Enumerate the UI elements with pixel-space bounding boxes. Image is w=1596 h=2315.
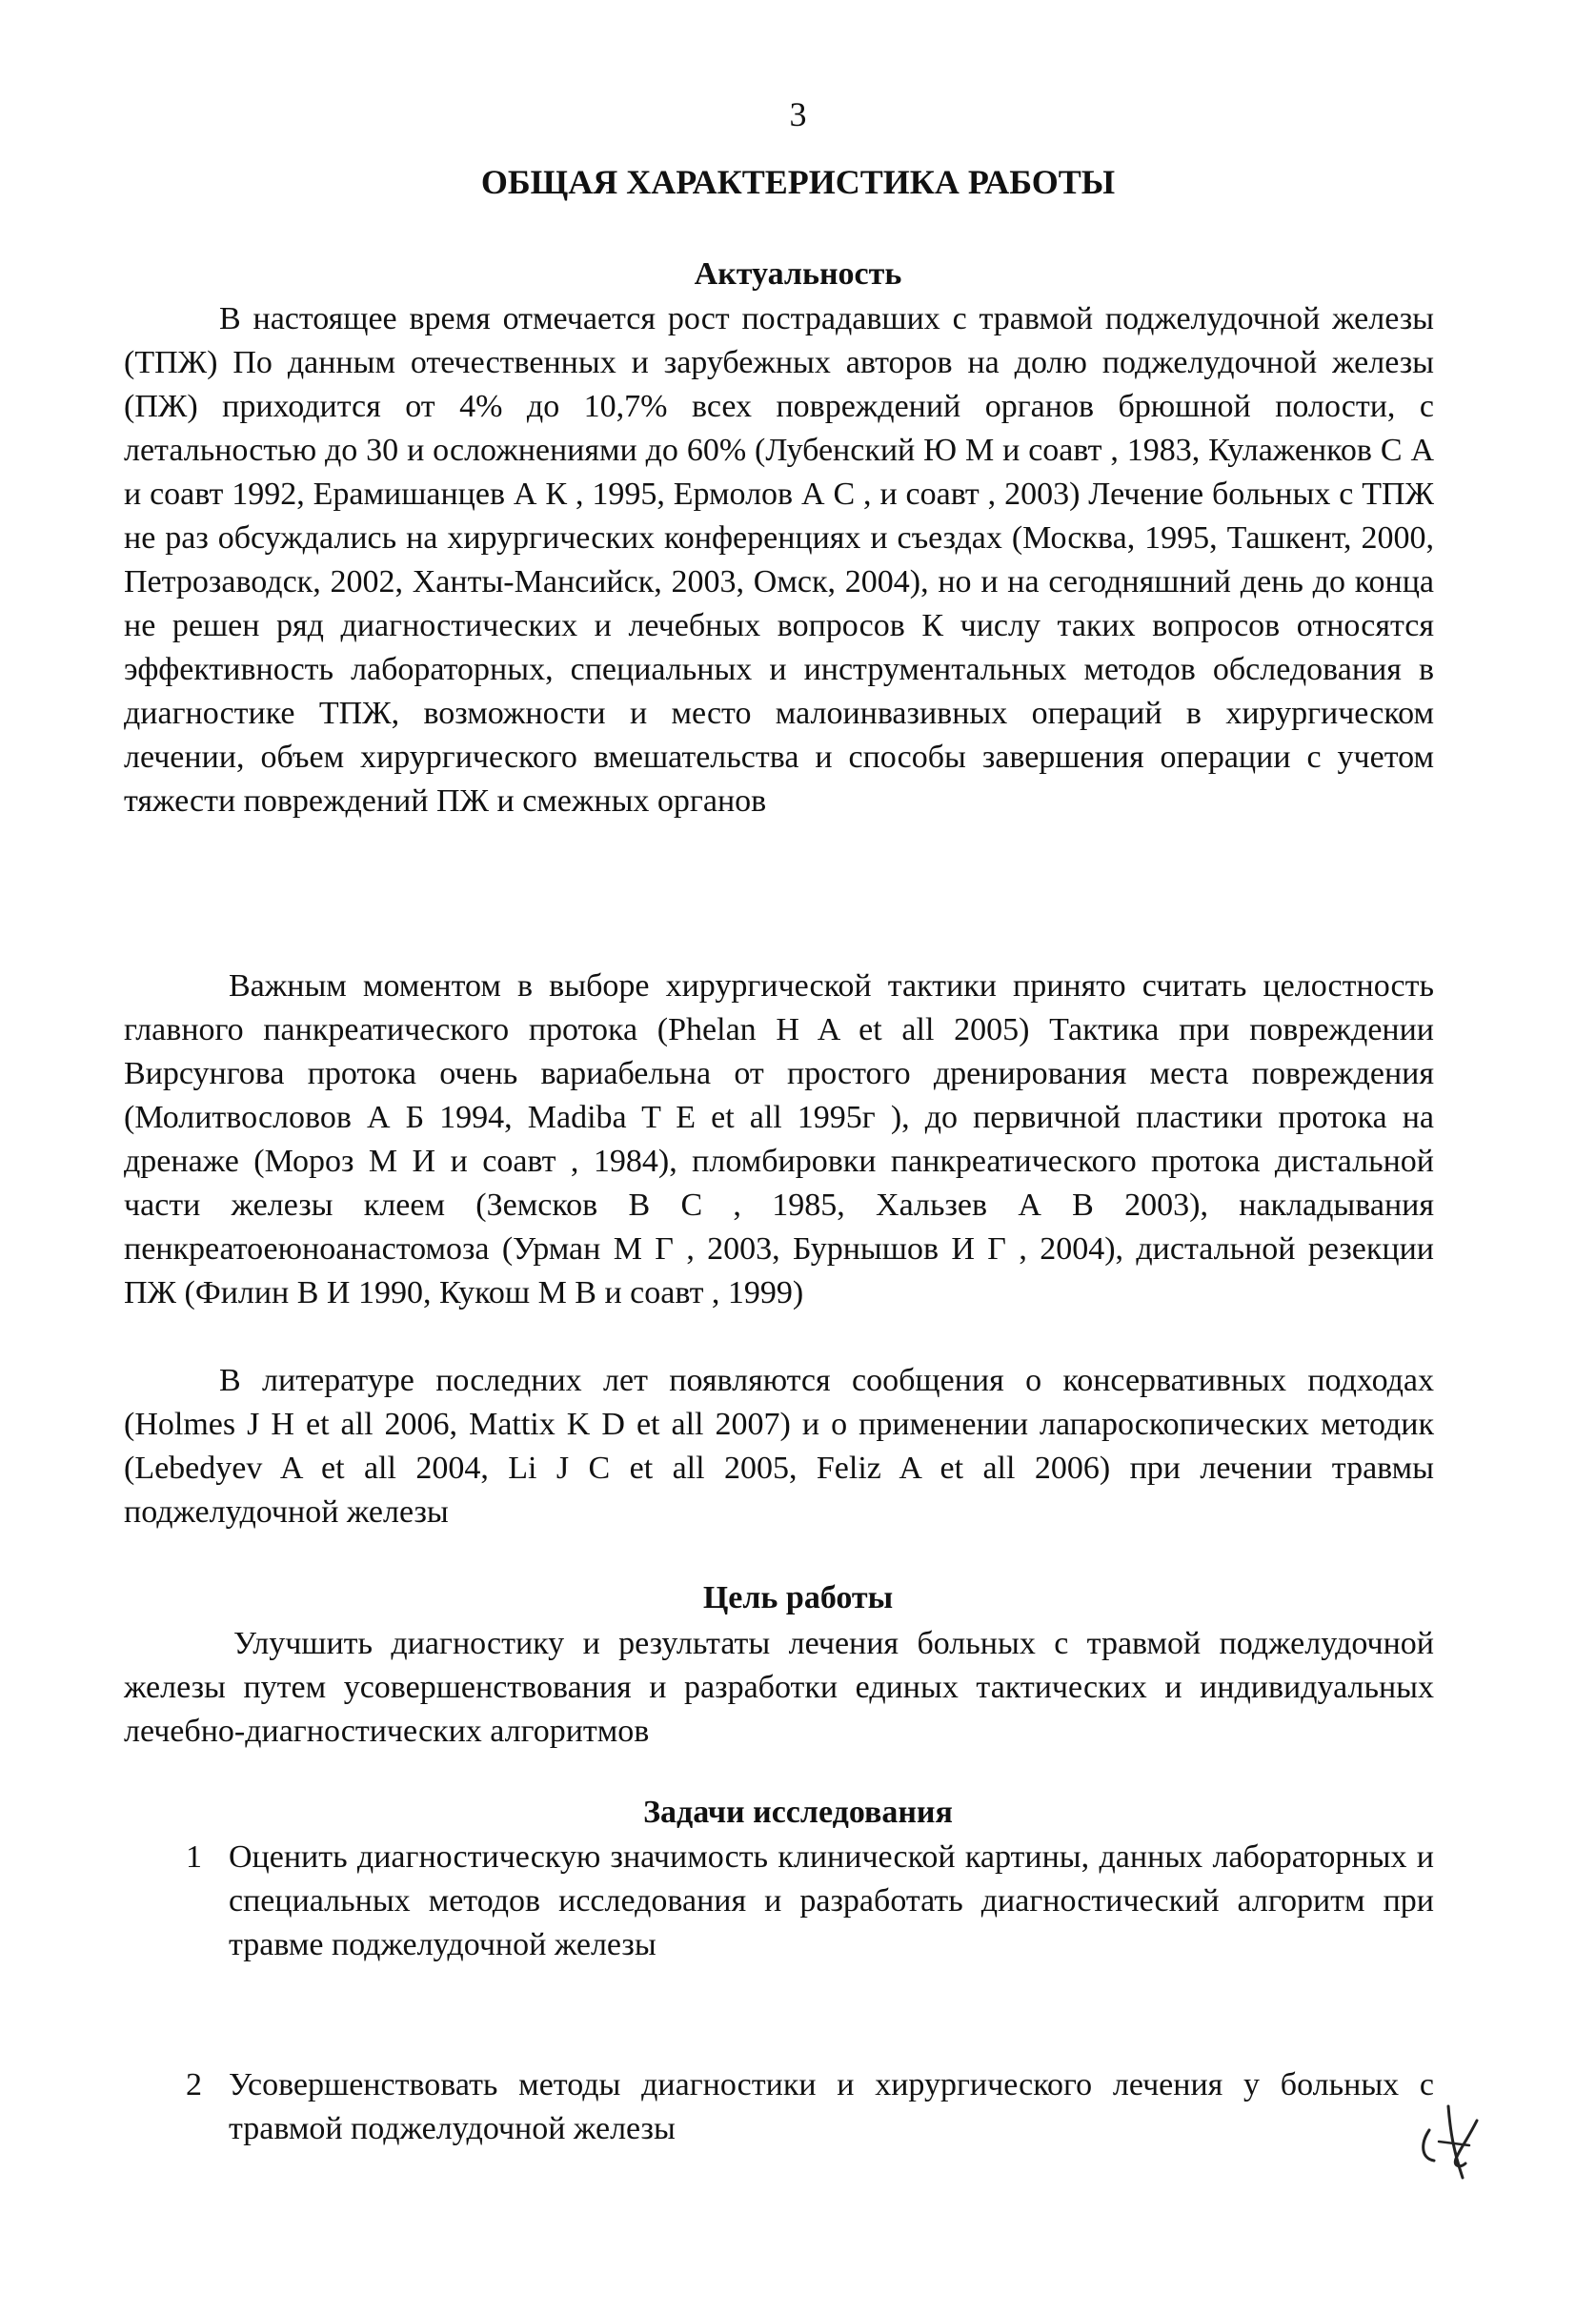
list-item-number: 2 (186, 2067, 202, 2102)
list-item-text: Усовершенствовать методы диагностики и хирургического лечения у больных с травмой поджелудочной железы (229, 2067, 1434, 2146)
list-item (186, 1836, 1434, 1967)
goal-paragraph: Улучшить диагностику и результаты лечения больных с травмой поджелудочной железы путем усовершенствования и разработки единых тактических и индивидуальных лечебно-диагностических алгоритмов (124, 1626, 1434, 1749)
page-number: 3 (789, 95, 807, 133)
page-title: ОБЩАЯ ХАРАКТЕРИСТИКА РАБОТЫ (480, 163, 1116, 201)
list-item (186, 2063, 1434, 2151)
list-item-text: Оценить диагностическую значимость клинической картины, данных лабораторных и специальных методов исследования и разработать диагностический алгоритм при травме поджелудочной железы (229, 1839, 1434, 1962)
relevance-paragraph-1: В настоящее время отмечается рост пострадавших с травмой поджелудочной железы (ТПЖ) По данным отечественных и зарубежных авторов на долю поджелудочной железы (ПЖ) приходится от 4% до 10,7% всех повреждений органов брюшной полости, с летальностью до 30 и осложнениями до 60% (Лубенский Ю М и соавт , 1983, Кулаженков С А и соавт 1992, Ерамишанцев А К , 1995, Ермолов А С , и соавт , 2003) Лечение больных с ТПЖ не раз обсуждались на хирургических конференциях и съездах (Москва, 1995, Ташкент, 2000, Петрозаводск, 2002, Ханты-Мансийск, 2003, Омск, 2004), но и на сегодняшний день до конца не решен ряд диагностических и лечебных вопросов К числу таких вопросов относятся эффективность лабораторных, специальных и инструментальных методов обследования в диагностике ТПЖ, возможности и место малоинвазивных операций в хирургическом лечении, объем хирургического вмешательства и способы завершения операции с учетом тяжести повреждений ПЖ и смежных органов (124, 301, 1434, 819)
section-heading-relevance: Актуальность (694, 256, 902, 292)
list-item-number: 1 (186, 1839, 202, 1875)
section-heading-tasks: Задачи исследования (643, 1795, 953, 1830)
section-heading-goal: Цель работы (702, 1580, 894, 1615)
relevance-paragraph-2: Важным моментом в выборе хирургической тактики принято считать целостность главного панкреатического протока (Phelan H A et all 2005) Тактика при повреждении Вирсунгова протока очень вариабельна от простого дренирования места повреждения (Молитвословов А Б 1994, Madiba T E et all 1995г ), до первичной пластики протока на дренаже (Мороз М И и соавт , 1984), пломбировки панкреатического протока дистальной части железы клеем (Земсков В С , 1985, Хальзев А В 2003), накладывания пенкреатоеюноанастомоза (Урман М Г , 2003, Бурнышов И Г , 2004), дистальной резекции ПЖ (Филин В И 1990, Кукош М В и соавт , 1999) (124, 968, 1434, 1310)
relevance-paragraph-3: В литературе последних лет появляются сообщения о консервативных подходах (Holmes J H et all 2006, Mattix K D et all 2007) и о применении лапароскопических методик (Lebedyev A et all 2004, Li J C et all 2005, Feliz A et all 2006) при лечении травмы поджелудочной железы (124, 1363, 1434, 1530)
handwritten-signature (1410, 2092, 1496, 2197)
